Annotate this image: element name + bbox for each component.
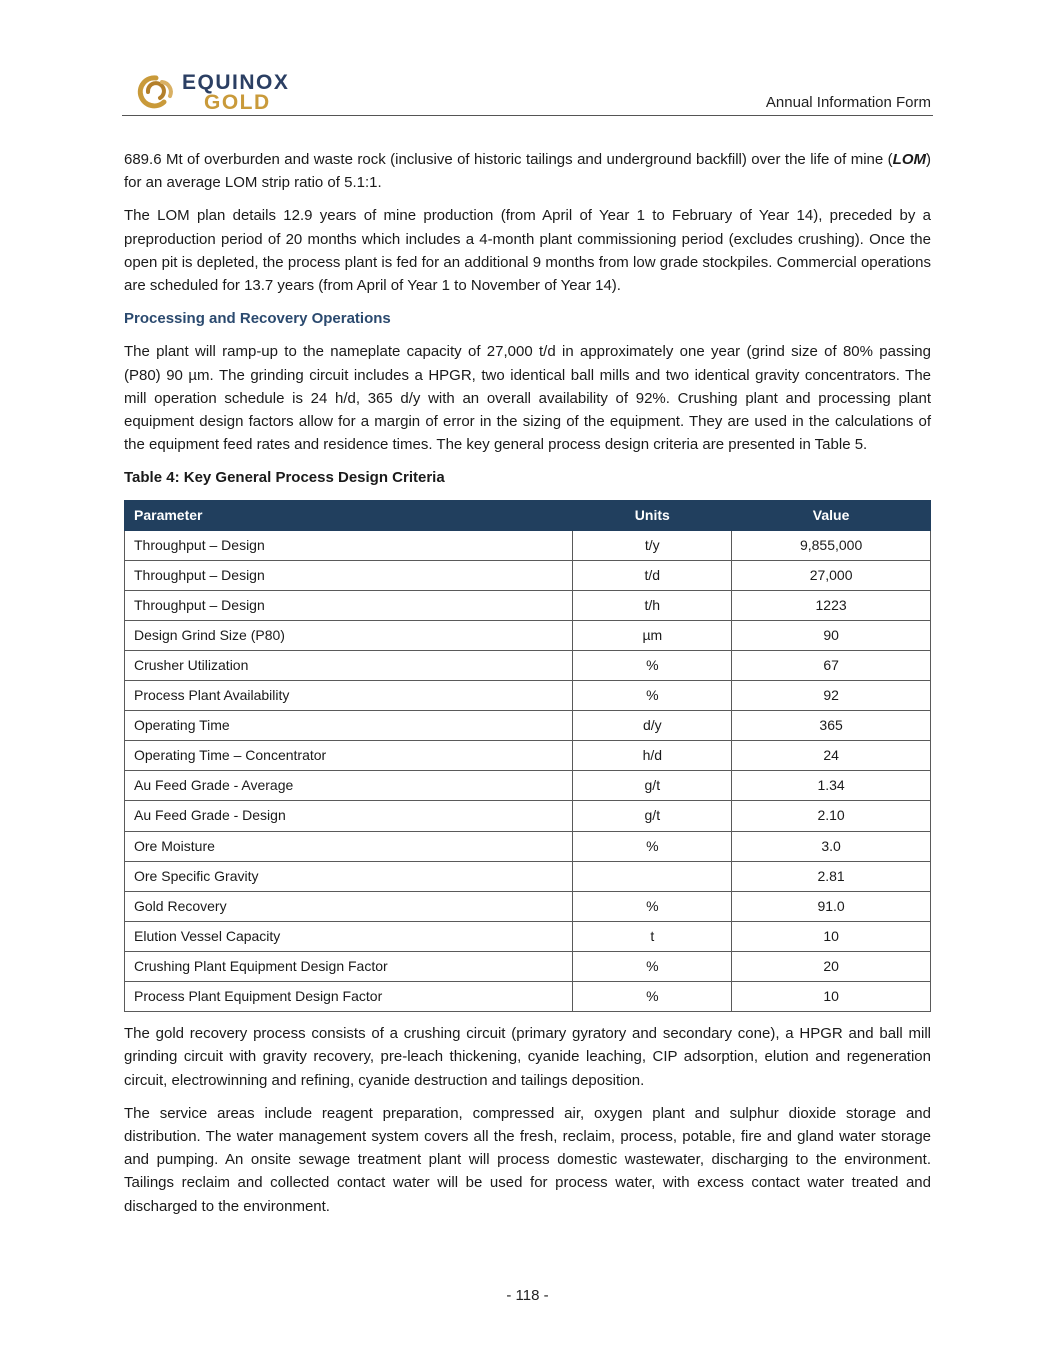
cell-units: %: [573, 831, 732, 861]
column-header-units: Units: [573, 500, 732, 530]
paragraph-overburden: 689.6 Mt of overburden and waste rock (inclusive of historic tailings and underground backfill) over the life of mine (LOM) for an average LOM strip ratio of 5.1:1.: [124, 151, 931, 192]
table-row: [125, 711, 931, 741]
cell-value: 10: [732, 921, 931, 951]
cell-units: t/d: [573, 560, 732, 590]
cell-value: 365: [732, 711, 931, 741]
cell-value: 1223: [732, 590, 931, 620]
cell-parameter: Elution Vessel Capacity: [125, 921, 573, 951]
cell-value: 2.10: [732, 801, 931, 831]
cell-parameter: Crusher Utilization: [125, 651, 573, 681]
company-logo: [134, 72, 304, 114]
lom-abbreviation: LOM: [892, 151, 926, 168]
cell-units: %: [573, 951, 732, 981]
cell-units: %: [573, 681, 732, 711]
cell-units: [573, 861, 732, 891]
cell-value: 20: [732, 951, 931, 981]
table-row: [125, 891, 931, 921]
document-title: Annual Information Form: [765, 94, 931, 111]
cell-units: %: [573, 651, 732, 681]
cell-parameter: Process Plant Equipment Design Factor: [125, 982, 573, 1012]
cell-value: 2.81: [732, 861, 931, 891]
cell-parameter: Process Plant Availability: [125, 681, 573, 711]
cell-parameter: Throughput – Design: [125, 530, 573, 560]
table-row: [125, 681, 931, 711]
column-header-parameter: Parameter: [125, 500, 573, 530]
cell-units: t: [573, 921, 732, 951]
cell-value: 1.34: [732, 771, 931, 801]
cell-value: 92: [732, 681, 931, 711]
table-row: [125, 861, 931, 891]
cell-parameter: Ore Specific Gravity: [125, 861, 573, 891]
column-header-value: Value: [732, 500, 931, 530]
cell-parameter: Throughput – Design: [125, 560, 573, 590]
cell-parameter: Au Feed Grade - Design: [125, 801, 573, 831]
cell-units: %: [573, 891, 732, 921]
table-row: [125, 651, 931, 681]
table-row: [125, 590, 931, 620]
cell-units: t/y: [573, 530, 732, 560]
table-row: [125, 801, 931, 831]
page-header: [122, 70, 933, 116]
paragraph-service-areas: The service areas include reagent preparation, compressed air, oxygen plant and sulphur dioxide storage and distribution. The water management system covers all the fresh, reclaim, process, potable, fire and gland water storage and pumping. An onsite sewage treatment plant will process domestic wastewater, discharging to the environment. Tailings reclaim and collected contact water will be used for process water, with excess contact water treated and discharged to the environment.: [124, 1104, 931, 1215]
table-row: [125, 831, 931, 861]
cell-parameter: Throughput – Design: [125, 590, 573, 620]
table-row: [125, 620, 931, 650]
cell-units: g/t: [573, 801, 732, 831]
table-row: [125, 771, 931, 801]
page-content: [124, 148, 931, 1228]
page-number: - 118 -: [506, 1287, 549, 1304]
cell-value: 24: [732, 741, 931, 771]
cell-units: µm: [573, 620, 732, 650]
cell-parameter: Operating Time: [125, 711, 573, 741]
cell-value: 91.0: [732, 891, 931, 921]
paragraph-recovery-process: The gold recovery process consists of a crushing circuit (primary gyratory and secondary cone), a HPGR and ball mill grinding circuit with gravity recovery, pre-leach thickening, cyanide leaching, CIP adsorption, elution and regeneration circuit, electrowinning and refining, cyanide destruction and tailings deposition.: [124, 1025, 931, 1089]
cell-parameter: Crushing Plant Equipment Design Factor: [125, 951, 573, 981]
cell-parameter: Operating Time – Concentrator: [125, 741, 573, 771]
cell-units: %: [573, 982, 732, 1012]
logo-text-equinox: EQUINOX: [182, 71, 290, 94]
section-heading: Processing and Recovery Operations: [124, 310, 391, 328]
process-design-criteria-table: [124, 500, 931, 1013]
cell-value: 3.0: [732, 831, 931, 861]
cell-value: 90: [732, 620, 931, 650]
cell-units: t/h: [573, 590, 732, 620]
cell-units: h/d: [573, 741, 732, 771]
cell-parameter: Ore Moisture: [125, 831, 573, 861]
cell-units: d/y: [573, 711, 732, 741]
logo-mark-icon: [134, 72, 178, 114]
paragraph-lom-plan: The LOM plan details 12.9 years of mine production (from April of Year 1 to February of Year 14), preceded by a preproduction period of 20 months which includes a 4-month plant commissioning period (excludes crushing). Once the open pit is depleted, the process plant is fed for an additional 9 months from low grade stockpiles. Commercial operations are scheduled for 13.7 years (from April of Year 1 to November of Year 14).: [124, 207, 931, 295]
cell-value: 27,000: [732, 560, 931, 590]
cell-parameter: Au Feed Grade - Average: [125, 771, 573, 801]
cell-value: 10: [732, 982, 931, 1012]
cell-value: 9,855,000: [732, 530, 931, 560]
cell-parameter: Gold Recovery: [125, 891, 573, 921]
table-row: [125, 741, 931, 771]
logo-text-gold: GOLD: [204, 91, 271, 114]
table-header-row: [125, 500, 931, 530]
table-row: [125, 530, 931, 560]
table-row: [125, 982, 931, 1012]
table-row: [125, 951, 931, 981]
cell-parameter: Design Grind Size (P80): [125, 620, 573, 650]
table-caption: Table 4: Key General Process Design Criteria: [124, 469, 445, 487]
cell-units: g/t: [573, 771, 732, 801]
table-row: [125, 560, 931, 590]
cell-value: 67: [732, 651, 931, 681]
paragraph-plant-rampup: The plant will ramp-up to the nameplate capacity of 27,000 t/d in approximately one year (grind size of 80% passing (P80) 90 µm. The grinding circuit includes a HPGR, two identical ball mills and two identical gravity concentrators. The mill operation schedule is 24 h/d, 365 d/y with an overall availability of 92%. Crushing plant and processing plant equipment design factors allow for a margin of error in the sizing of the equipment. They are used in the calculations of the equipment feed rates and residence times. The key general process design criteria are presented in Table 5.: [124, 343, 931, 454]
table-row: [125, 921, 931, 951]
